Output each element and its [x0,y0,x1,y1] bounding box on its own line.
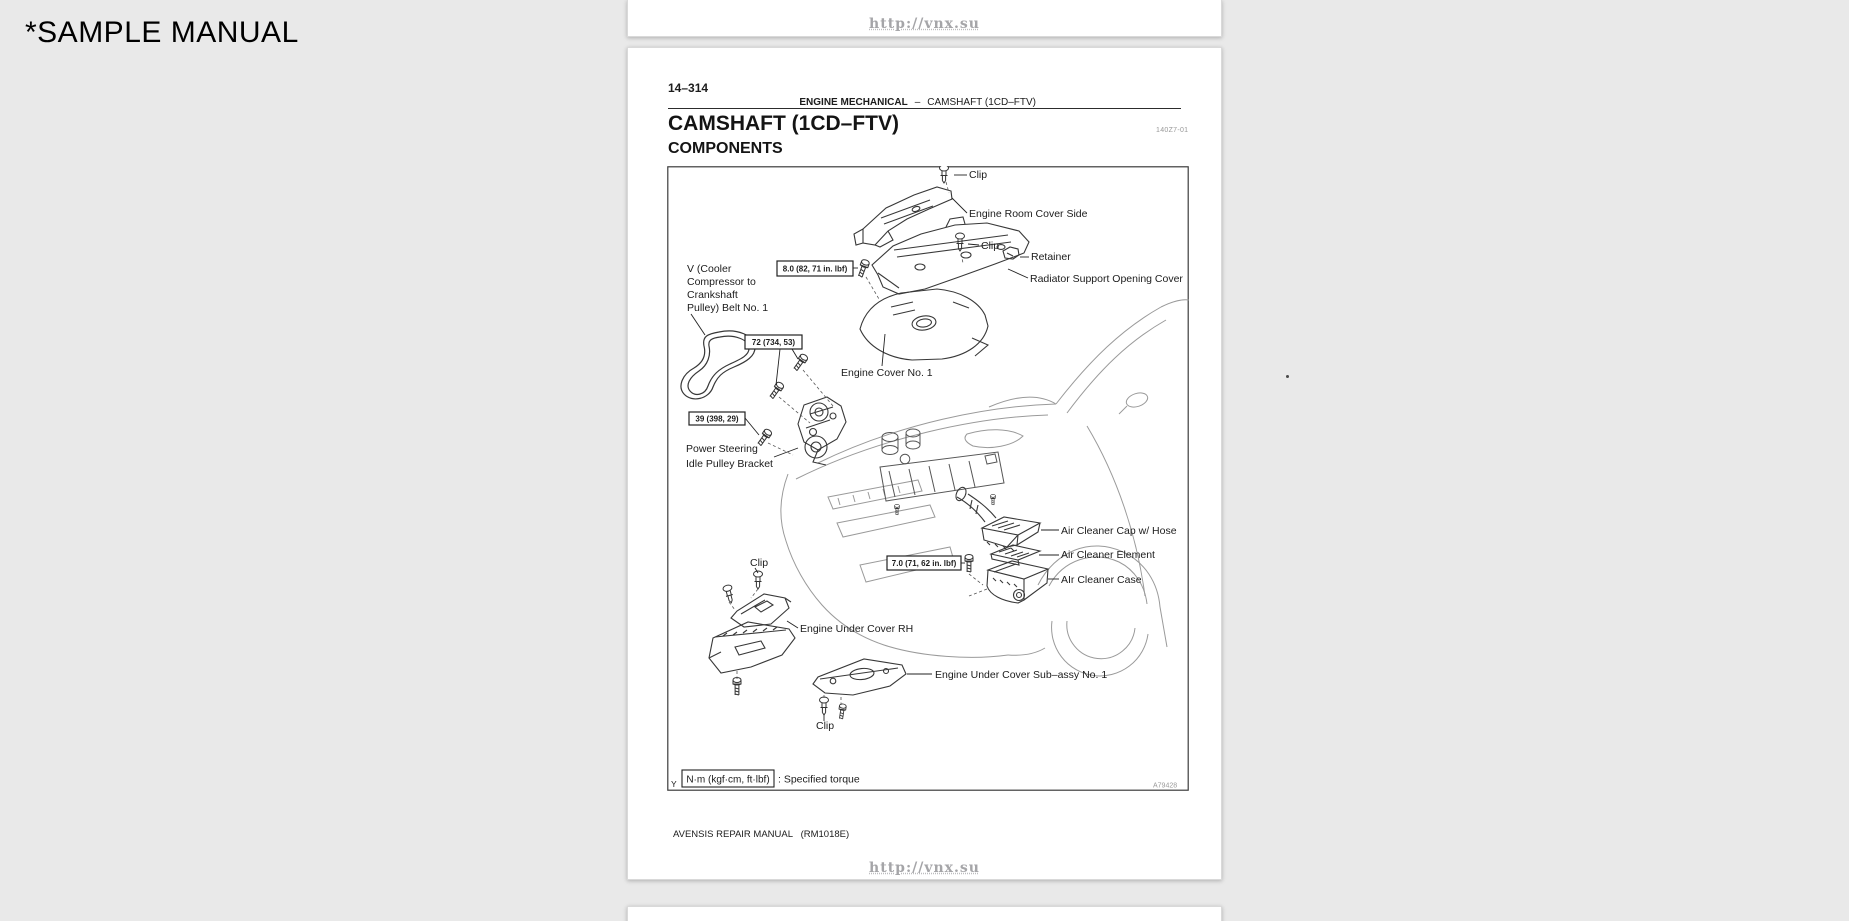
manual-page [627,47,1222,880]
label-power-steering-line1: Power Steering [686,443,758,455]
torque-spec: 72 (734, 53) [751,338,796,347]
label-engine-under-cover-subassy: Engine Under Cover Sub–assy No. 1 [935,669,1108,681]
label-clip-bottom: Clip [816,720,835,732]
label-air-cleaner-case: AIr Cleaner Case [1061,574,1142,586]
components-figure [667,166,1189,791]
label-engine-room-cover-side: Engine Room Cover Side [969,208,1088,220]
components-diagram [667,166,1189,791]
running-header-subsection: CAMSHAFT (1CD–FTV) [927,97,1036,108]
doc-code: 140Z7-01 [1156,127,1189,134]
page-subtitle: COMPONENTS [668,140,783,157]
legend-torque-unit: N·m (kgf·cm, ft·lbf) [686,774,770,786]
label-v-belt-line3: Crankshaft [687,289,738,301]
watermark-top: http://vnx.su [869,16,980,32]
label-engine-cover-no1: Engine Cover No. 1 [841,367,933,379]
running-header-section: ENGINE MECHANICAL [799,97,908,108]
running-header-dash: – [914,97,921,108]
label-clip-top: Clip [969,169,988,181]
running-header [668,97,1036,108]
legend-caption: : Specified torque [778,773,860,786]
header-rule [668,108,1181,109]
watermark-bottom: http://vnx.su [869,860,980,876]
torque-spec: 7.0 (71, 62 in. lbf) [891,559,957,568]
page-footer: AVENSIS REPAIR MANUAL (RM1018E) [673,829,850,840]
label-v-belt-line1: V (Cooler [687,263,732,275]
label-clip-mid: Clip [981,240,1000,252]
next-page-strip [627,906,1222,921]
sample-manual-overlay: *SAMPLE MANUAL [25,16,299,49]
torque-spec: 8.0 (82, 71 in. lbf) [782,264,848,274]
label-clip-left: Clip [750,557,769,569]
label-air-cleaner-cap: Air Cleaner Cap w/ Hose [1061,525,1177,537]
page-title: CAMSHAFT (1CD–FTV) [668,112,899,135]
figure-frame [668,167,1188,790]
page-number: 14–314 [668,81,709,95]
label-air-cleaner-element: Air Cleaner Element [1061,549,1155,561]
label-engine-under-cover-rh: Engine Under Cover RH [800,623,914,635]
previous-page-strip [627,0,1222,37]
figure-id: A79428 [1153,782,1178,790]
legend-corner-letter: Y [671,779,677,789]
label-radiator-support-opening-cover: Radiator Support Opening Cover [1030,273,1183,285]
label-v-belt-line4: Pulley) Belt No. 1 [687,302,769,314]
label-retainer: Retainer [1031,251,1071,263]
torque-spec: 39 (398, 29) [695,414,739,424]
label-power-steering-line2: Idle Pulley Bracket [686,458,773,470]
dust-speck [1286,375,1289,378]
label-v-belt-line2: Compressor to [687,276,756,288]
